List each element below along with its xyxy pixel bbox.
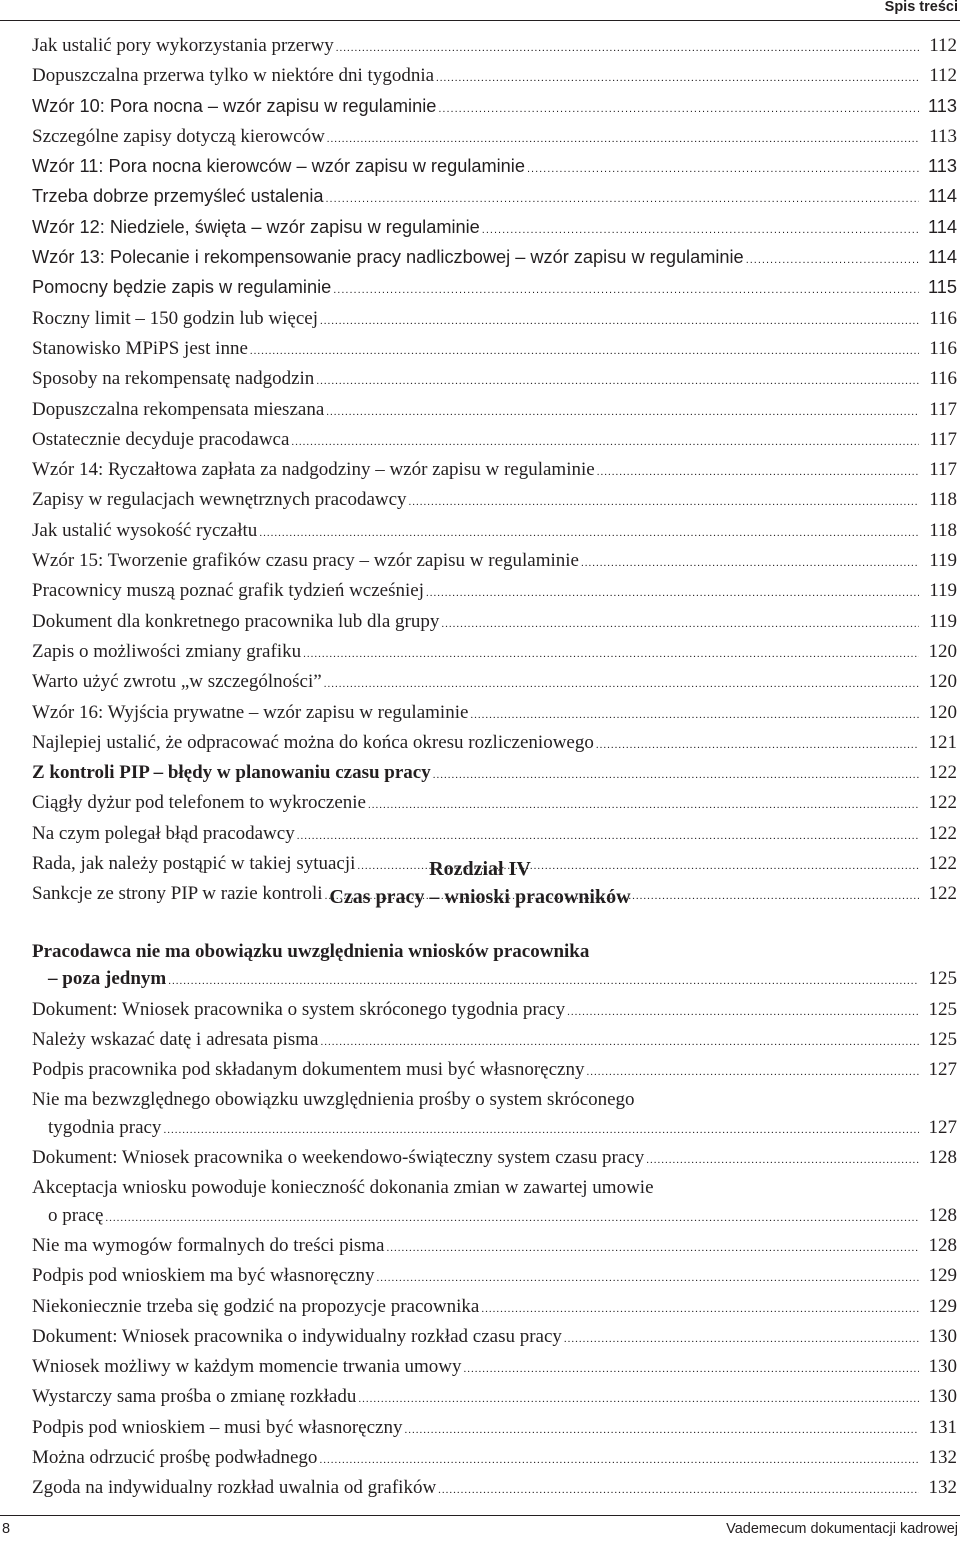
toc-entry-title: Wniosek możliwy w każdym momencie trwania umowy	[32, 1356, 462, 1378]
toc-entry[interactable]	[32, 996, 957, 1026]
toc-entry-page: 122	[928, 853, 957, 875]
toc-entry[interactable]	[32, 1414, 957, 1444]
toc-entry-title: Sposoby na rekompensatę nadgodzin	[32, 368, 315, 390]
toc-entry-title: Pracownicy muszą poznać grafik tydzień wcześniej	[32, 580, 424, 602]
toc-entry-page: 113	[928, 156, 957, 177]
toc-entry-page: 119	[929, 610, 957, 632]
toc-entry-page: 114	[928, 186, 957, 207]
dot-leader	[581, 550, 919, 577]
dot-leader	[438, 1477, 919, 1504]
toc-entry-page: 132	[928, 1477, 957, 1499]
toc-entry-title: Wzór 14: Ryczałtowa zapłata za nadgodziny – wzór zapisu w regulaminie	[32, 459, 595, 481]
toc-entry-title: Dokument: Wniosek pracownika o indywidualny rozkład czasu pracy	[32, 1325, 562, 1347]
dot-leader	[464, 1356, 919, 1383]
toc-entry-page: 121	[928, 731, 957, 753]
toc-entry[interactable]	[32, 1202, 957, 1232]
dot-leader	[441, 611, 919, 638]
toc-entry-page: 114	[928, 247, 957, 268]
toc-entry-title: Wzór 12: Niedziele, święta – wzór zapisu w regulaminie	[32, 216, 480, 237]
toc-entry-bold[interactable]	[32, 965, 957, 995]
dot-leader	[376, 1265, 919, 1292]
toc-entry[interactable]	[32, 62, 957, 92]
dot-leader	[368, 792, 919, 819]
dot-leader	[326, 399, 919, 426]
toc-entry-page: 128	[928, 1147, 957, 1169]
toc-entry[interactable]	[32, 547, 957, 577]
toc-entry-title: Zapisy w regulacjach wewnętrznych pracodawcy	[32, 489, 407, 511]
dot-leader	[482, 217, 919, 244]
toc-entry-title: Podpis pracownika pod składanym dokumentem musi być własnoręczny	[32, 1059, 585, 1081]
toc-entry[interactable]	[32, 456, 957, 486]
toc-entry[interactable]	[32, 1383, 957, 1413]
toc-entry-title: Wzór 10: Pora nocna – wzór zapisu w regulaminie	[32, 95, 437, 116]
toc-entry[interactable]	[32, 426, 957, 456]
dot-leader	[105, 1205, 919, 1232]
toc-entry-title: Warto użyć zwrotu „w szczególności”	[32, 671, 322, 693]
toc-entry[interactable]	[32, 1353, 957, 1383]
toc-entry-page: 117	[929, 428, 957, 450]
toc-entry-page: 119	[929, 580, 957, 602]
toc-entry-page: 116	[929, 337, 957, 359]
toc-entry-page: 132	[928, 1447, 957, 1469]
toc-entry-page: 130	[928, 1386, 957, 1408]
chapter-title: Czas pracy – wnioski pracowników	[329, 886, 631, 908]
dot-leader	[481, 1296, 919, 1323]
dot-leader	[438, 96, 919, 123]
toc-entry-page: 117	[929, 398, 957, 420]
dot-leader	[324, 671, 919, 698]
toc-entry-title: Można odrzucić prośbę podwładnego	[32, 1447, 318, 1469]
toc-entry-page: 112	[929, 65, 957, 87]
toc-entry-page: 131	[928, 1416, 957, 1438]
toc-entry-title: Niekoniecznie trzeba się godzić na propozycje pracownika	[32, 1295, 480, 1317]
toc-entry-first-line: Pracodawca nie ma obowiązku uwzględnienia wniosków pracownika	[32, 941, 590, 962]
toc-entry-title: Wzór 15: Tworzenie grafików czasu pracy – wzór zapisu w regulaminie	[32, 550, 579, 572]
dot-leader	[409, 489, 919, 516]
dot-leader	[325, 186, 919, 213]
toc-entry-page: 129	[928, 1265, 957, 1287]
dot-leader	[597, 459, 919, 486]
toc-entry-page: 114	[928, 216, 957, 237]
toc-entry-page: 130	[928, 1356, 957, 1378]
dot-leader	[746, 247, 919, 274]
toc-entry[interactable]	[32, 1144, 957, 1174]
toc-entry-title: Wzór 16: Wyjścia prywatne – wzór zapisu w regulaminie	[32, 701, 469, 723]
footer-page-number: 8	[2, 1521, 11, 1537]
toc-entry-first-line: Akceptacja wniosku powoduje konieczność dokonania zmian w zawartej umowie	[32, 1177, 654, 1199]
dot-leader	[303, 641, 919, 668]
toc-entry-title: Rada, jak należy postąpić w takiej sytuacji	[32, 853, 356, 875]
toc-entry[interactable]	[32, 729, 957, 759]
dot-leader	[316, 368, 919, 395]
toc-entry-title: tygodnia pracy	[48, 1116, 162, 1138]
toc-entry-title: Ciągły dyżur pod telefonem to wykroczenie	[32, 792, 366, 814]
toc-entry[interactable]	[32, 608, 957, 638]
dot-leader	[291, 429, 919, 456]
toc-entry-title: Najlepiej ustalić, że odpracować można do końca okresu rozliczeniowego	[32, 731, 594, 753]
dot-leader	[319, 1447, 919, 1474]
toc-entry[interactable]	[32, 214, 957, 244]
toc-entry-page: 122	[928, 792, 957, 814]
dot-leader	[586, 1059, 919, 1086]
toc-entry-page: 116	[929, 307, 957, 329]
dot-leader	[250, 338, 919, 365]
dot-leader	[320, 1029, 919, 1056]
dot-leader	[567, 999, 919, 1026]
page-header-title: Spis treści	[884, 0, 958, 15]
dot-leader	[358, 1386, 919, 1413]
toc-entry[interactable]	[32, 699, 957, 729]
toc-entry-page: 117	[929, 459, 957, 481]
toc-entry-title: – poza jednym	[48, 968, 167, 990]
dot-leader	[327, 126, 919, 153]
dot-leader	[433, 762, 919, 789]
toc-entry[interactable]	[32, 365, 957, 395]
toc-entry-title: Szczególne zapisy dotyczą kierowców	[32, 125, 325, 147]
toc-entry-title: Z kontroli PIP – błędy w planowaniu czasu pracy	[32, 762, 431, 784]
toc-entry-page: 122	[928, 822, 957, 844]
chapter-number: Rozdział IV	[429, 858, 531, 880]
toc-entry-page: 127	[928, 1059, 957, 1081]
toc-entry-title: Wzór 11: Pora nocna kierowców – wzór zapisu w regulaminie	[32, 156, 525, 177]
toc-entry-title: Wzór 13: Polecanie i rekompensowanie pracy nadliczbowej – wzór zapisu w regulaminie	[32, 247, 744, 268]
toc-entry-title: Trzeba dobrze przemyśleć ustalenia	[32, 186, 324, 207]
toc-entry-title: Nie ma wymogów formalnych do treści pisma	[32, 1234, 385, 1256]
toc-entry-title: Dokument: Wniosek pracownika o weekendowo-świąteczny system czasu pracy	[32, 1147, 645, 1169]
toc-entry-title: Jak ustalić pory wykorzystania przerwy	[32, 35, 334, 56]
toc-entry-page: 128	[928, 1234, 957, 1256]
toc-entry[interactable]	[32, 1056, 957, 1086]
toc-entry-page: 130	[928, 1325, 957, 1347]
dot-leader	[436, 65, 919, 92]
toc-entry[interactable]	[32, 305, 957, 335]
toc-entry[interactable]	[32, 32, 957, 62]
toc-entry-title: Należy wskazać datę i adresata pisma	[32, 1028, 319, 1050]
toc-entry[interactable]	[32, 638, 957, 668]
dot-leader	[426, 580, 919, 607]
toc-entry-title: Pomocny będzie zapis w regulaminie	[32, 277, 332, 298]
toc-entry-page: 115	[928, 277, 957, 298]
toc-entry-page: 120	[928, 671, 957, 693]
toc-entry[interactable]	[32, 1323, 957, 1353]
toc-entry[interactable]	[32, 517, 957, 547]
toc-entry[interactable]	[32, 1262, 957, 1292]
toc-entry-page: 120	[928, 640, 957, 662]
toc-entry[interactable]	[32, 396, 957, 426]
toc-entry[interactable]	[32, 244, 957, 274]
toc-entry-page: 125	[928, 998, 957, 1020]
header-divider	[0, 20, 960, 21]
toc-entry-page: 113	[929, 125, 957, 147]
dot-leader	[336, 35, 919, 62]
toc-entry-page: 120	[928, 701, 957, 723]
toc-entry-title: Podpis pod wnioskiem – musi być własnoręczny	[32, 1416, 403, 1438]
toc-list-chapter-4	[32, 938, 957, 1505]
toc-entry-page: 122	[928, 762, 957, 784]
toc-entry-title: o pracę	[48, 1204, 104, 1226]
toc-entry-title: Ostatecznie decyduje pracodawca	[32, 428, 290, 450]
toc-entry-page: 112	[929, 35, 957, 56]
dot-leader	[320, 308, 919, 335]
dot-leader	[404, 1417, 919, 1444]
toc-entry-title: Dokument dla konkretnego pracownika lub dla grupy	[32, 610, 440, 632]
dot-leader	[646, 1147, 919, 1174]
toc-entry[interactable]	[32, 335, 957, 365]
dot-leader	[297, 823, 919, 850]
dot-leader	[168, 968, 919, 995]
toc-entry-page: 118	[929, 519, 957, 541]
toc-entry-first-line: Nie ma bezwzględnego obowiązku uwzględnienia prośby o system skróconego	[32, 1089, 635, 1111]
dot-leader	[470, 702, 919, 729]
toc-entry[interactable]	[32, 486, 957, 516]
toc-entry-page: 113	[928, 95, 957, 116]
toc-entry-title: Sankcje ze strony PIP w razie kontroli	[32, 883, 323, 905]
toc-entry-page: 128	[928, 1204, 957, 1226]
dot-leader	[259, 520, 919, 547]
toc-entry[interactable]	[32, 820, 957, 850]
dot-leader	[163, 1117, 919, 1144]
toc-entry[interactable]	[32, 123, 957, 153]
toc-entry[interactable]	[32, 1114, 957, 1144]
toc-entry[interactable]	[32, 1232, 957, 1262]
toc-entry[interactable]	[32, 668, 957, 698]
toc-entry[interactable]	[32, 1293, 957, 1323]
dot-leader	[527, 156, 919, 183]
toc-entry-page: 125	[928, 1028, 957, 1050]
toc-entry-title: Dopuszczalna przerwa tylko w niektóre dni tygodnia	[32, 65, 435, 87]
toc-entry-title: Wystarczy sama prośba o zmianę rozkładu	[32, 1386, 357, 1408]
toc-entry-page: 118	[929, 489, 957, 511]
toc-entry-title: Roczny limit – 150 godzin lub więcej	[32, 307, 319, 329]
toc-entry-page: 129	[928, 1295, 957, 1317]
toc-entry[interactable]	[32, 153, 957, 183]
toc-entry-title: Zgoda na indywidualny rozkład uwalnia od grafików	[32, 1477, 437, 1499]
toc-entry[interactable]	[32, 183, 957, 213]
toc-entry[interactable]	[32, 274, 957, 304]
dot-leader	[564, 1326, 919, 1353]
toc-list-chapter-3	[32, 32, 957, 911]
toc-entry-page: 116	[929, 368, 957, 390]
toc-entry-title: Jak ustalić wysokość ryczałtu	[32, 519, 258, 541]
toc-entry[interactable]	[32, 789, 957, 819]
toc-entry-title: Na czym polegał błąd pracodawcy	[32, 822, 295, 844]
dot-leader	[386, 1235, 919, 1262]
toc-entry-page: 119	[929, 550, 957, 572]
toc-entry[interactable]	[32, 93, 957, 123]
toc-entry[interactable]	[32, 577, 957, 607]
toc-entry-page: 125	[928, 968, 957, 990]
toc-entry-title: Podpis pod wnioskiem ma być własnoręczny	[32, 1265, 375, 1287]
footer-divider	[0, 1515, 960, 1516]
toc-entry-title: Zapis o możliwości zmiany grafiku	[32, 640, 302, 662]
toc-entry[interactable]	[32, 1474, 957, 1504]
toc-entry-title: Stanowisko MPiPS jest inne	[32, 337, 248, 359]
dot-leader	[333, 277, 919, 304]
toc-entry-page: 127	[928, 1116, 957, 1138]
footer-publication-title: Vademecum dokumentacji kadrowej	[726, 1521, 958, 1537]
toc-entry-title: Dopuszczalna rekompensata mieszana	[32, 398, 325, 420]
toc-entry-title: Dokument: Wniosek pracownika o system skróconego tygodnia pracy	[32, 998, 566, 1020]
toc-entry[interactable]	[32, 1026, 957, 1056]
toc-entry[interactable]	[32, 1444, 957, 1474]
dot-leader	[596, 732, 919, 759]
toc-entry-bold[interactable]	[32, 759, 957, 789]
toc-entry-page: 122	[928, 883, 957, 905]
